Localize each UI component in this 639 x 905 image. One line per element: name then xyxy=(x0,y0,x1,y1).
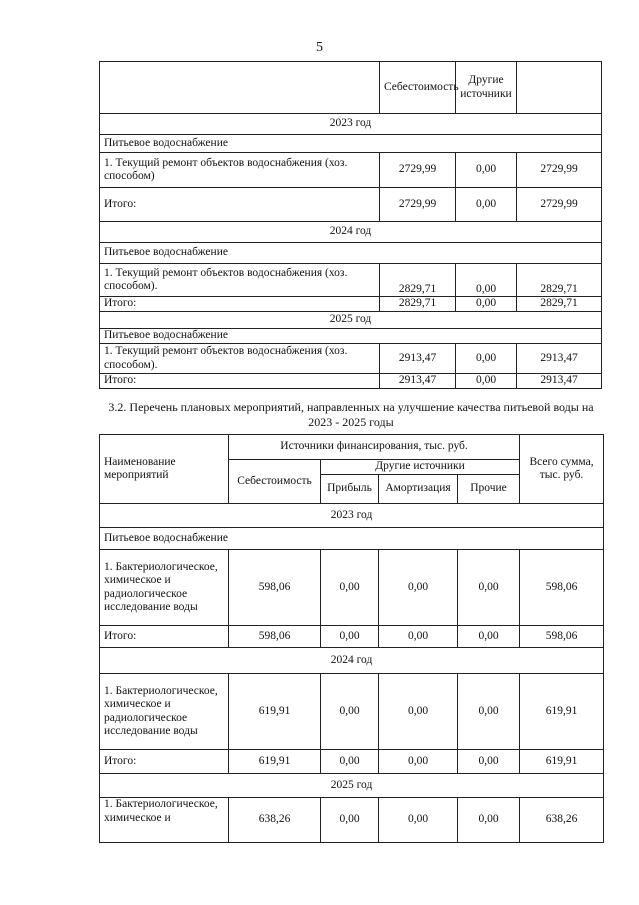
value-misc: 0,00 xyxy=(458,550,520,626)
financing-table-repairs xyxy=(99,61,602,389)
category-row xyxy=(100,243,602,264)
year-label: 2023 год xyxy=(100,504,604,528)
value-amortization: 0,00 xyxy=(379,674,458,750)
value-total: 638,26 xyxy=(520,798,604,843)
year-row xyxy=(100,648,604,674)
total-sum: 2829,71 xyxy=(517,297,602,312)
total-profit: 0,00 xyxy=(321,626,379,648)
total-other: 0,00 xyxy=(456,188,517,222)
total-row xyxy=(100,626,604,648)
value-total: 2829,71 xyxy=(517,264,602,297)
total-cost: 2829,71 xyxy=(380,297,456,312)
total-label: Итого: xyxy=(100,750,229,774)
value-amortization: 0,00 xyxy=(379,550,458,626)
year-row xyxy=(100,222,602,243)
category-row xyxy=(100,135,602,153)
table-row xyxy=(100,798,604,843)
value-profit: 0,00 xyxy=(321,550,379,626)
header-cell-misc: Прочие xyxy=(458,475,520,504)
value-cost: 2729,99 xyxy=(380,153,456,188)
table-row xyxy=(100,550,604,626)
year-label: 2024 год xyxy=(100,648,604,674)
total-amortization: 0,00 xyxy=(379,626,458,648)
total-other: 0,00 xyxy=(456,297,517,312)
value-profit: 0,00 xyxy=(321,798,379,843)
value-total: 2913,47 xyxy=(517,344,602,374)
table-row xyxy=(100,264,602,297)
header-cell-empty xyxy=(100,62,380,114)
value-cost: 638,26 xyxy=(229,798,321,843)
value-profit: 0,00 xyxy=(321,674,379,750)
table-header-row xyxy=(100,62,602,114)
item-name: 1. Бактериологическое, химическое и радиологическое исследование воды xyxy=(100,550,229,626)
total-sum: 598,06 xyxy=(520,626,604,648)
value-cost: 2829,71 xyxy=(380,264,456,297)
value-amortization: 0,00 xyxy=(379,798,458,843)
total-sum: 619,91 xyxy=(520,750,604,774)
total-amortization: 0,00 xyxy=(379,750,458,774)
year-row xyxy=(100,114,602,135)
total-profit: 0,00 xyxy=(321,750,379,774)
value-other: 0,00 xyxy=(456,344,517,374)
item-name: 1. Текущий ремонт объектов водоснабжения (хоз. способом). xyxy=(100,264,380,297)
value-other: 0,00 xyxy=(456,264,517,297)
category-row xyxy=(100,329,602,344)
header-cell-other-sources: Другие источники xyxy=(456,62,517,114)
year-label: 2023 год xyxy=(100,114,602,135)
total-other: 0,00 xyxy=(456,374,517,389)
header-cell-empty xyxy=(517,62,602,114)
item-name: 1. Текущий ремонт объектов водоснабжения (хоз. способом) xyxy=(100,153,380,188)
value-misc: 0,00 xyxy=(458,798,520,843)
value-cost: 2913,47 xyxy=(380,344,456,374)
total-label: Итого: xyxy=(100,374,380,389)
category-label: Питьевое водоснабжение xyxy=(100,243,602,264)
total-cost: 2729,99 xyxy=(380,188,456,222)
total-sum: 2729,99 xyxy=(517,188,602,222)
table-row xyxy=(100,344,602,374)
value-total: 2729,99 xyxy=(517,153,602,188)
table-header-row xyxy=(100,435,604,460)
total-row xyxy=(100,188,602,222)
value-total: 598,06 xyxy=(520,550,604,626)
year-row xyxy=(100,774,604,798)
total-label: Итого: xyxy=(100,297,380,312)
header-cell-sources: Источники финансирования, тыс. руб. xyxy=(229,435,520,460)
category-label: Питьевое водоснабжение xyxy=(100,528,604,550)
total-misc: 0,00 xyxy=(458,750,520,774)
year-row xyxy=(100,504,604,528)
header-cell-amortization: Амортизация xyxy=(379,475,458,504)
value-other: 0,00 xyxy=(456,153,517,188)
value-cost: 598,06 xyxy=(229,550,321,626)
header-cell-total: Всего сумма, тыс. руб. xyxy=(520,435,604,504)
financing-table-water-quality xyxy=(99,434,604,843)
item-name: 1. Текущий ремонт объектов водоснабжения (хоз. способом). xyxy=(100,344,380,374)
header-cell-name: Наименование мероприятий xyxy=(100,435,229,504)
value-cost: 619,91 xyxy=(229,674,321,750)
header-cell-cost: Себестоимость xyxy=(229,460,321,504)
table-row xyxy=(100,153,602,188)
total-row xyxy=(100,750,604,774)
item-name: 1. Бактериологическое, химическое и xyxy=(100,798,229,843)
section-title: 3.2. Перечень плановых мероприятий, направленных на улучшение качества питьевой воды на 2023 - 2025 годы xyxy=(108,400,594,429)
total-misc: 0,00 xyxy=(458,626,520,648)
total-cost: 619,91 xyxy=(229,750,321,774)
total-cost: 2913,47 xyxy=(380,374,456,389)
year-label: 2025 год xyxy=(100,774,604,798)
header-cell-other-sources: Другие источники xyxy=(321,460,520,475)
page-number: 5 xyxy=(316,40,323,55)
value-total: 619,91 xyxy=(520,674,604,750)
value-misc: 0,00 xyxy=(458,674,520,750)
total-label: Итого: xyxy=(100,188,380,222)
year-label: 2024 год xyxy=(100,222,602,243)
total-row xyxy=(100,297,602,312)
category-row xyxy=(100,528,604,550)
header-cell-cost: Себестоимость xyxy=(380,62,456,114)
total-sum: 2913,47 xyxy=(517,374,602,389)
table-row xyxy=(100,674,604,750)
category-label: Питьевое водоснабжение xyxy=(100,329,602,344)
total-cost: 598,06 xyxy=(229,626,321,648)
total-label: Итого: xyxy=(100,626,229,648)
year-row xyxy=(100,312,602,329)
total-row xyxy=(100,374,602,389)
category-label: Питьевое водоснабжение xyxy=(100,135,602,153)
year-label: 2025 год xyxy=(100,312,602,329)
header-cell-profit: Прибыль xyxy=(321,475,379,504)
item-name: 1. Бактериологическое, химическое и радиологическое исследование воды xyxy=(100,674,229,750)
